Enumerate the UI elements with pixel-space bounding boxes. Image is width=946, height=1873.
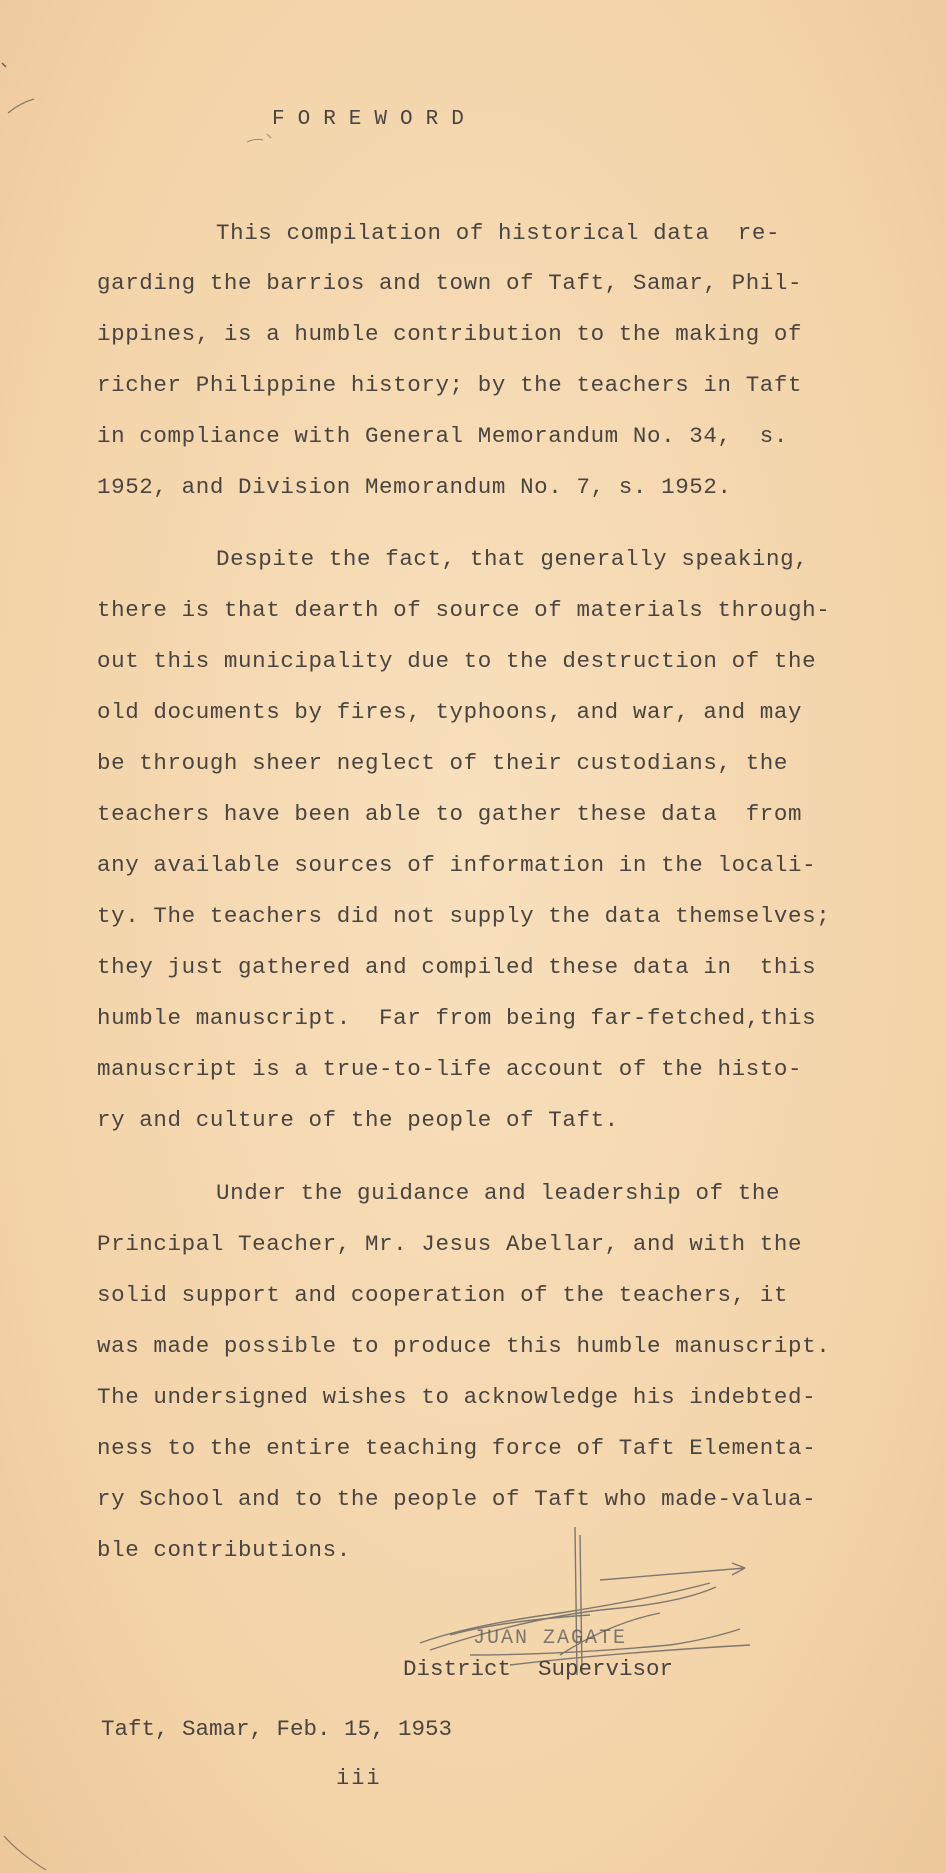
date-line: Taft, Samar, Feb. 15, 1953 — [101, 1716, 453, 1742]
body-line: teachers have been able to gather these data from — [97, 801, 803, 827]
body-line: ippines, is a humble contribution to the making of — [97, 321, 803, 347]
body-line: The undersigned wishes to acknowledge his indebted- — [97, 1384, 817, 1410]
body-line: Principal Teacher, Mr. Jesus Abellar, and with the — [97, 1231, 803, 1257]
body-line: humble manuscript. Far from being far-fetched,this — [97, 1005, 817, 1031]
body-line: any available sources of information in the locali- — [97, 852, 817, 878]
body-line: old documents by fires, typhoons, and war, and may — [97, 699, 803, 725]
signatory-name: JUAN ZAGATE — [473, 1627, 628, 1650]
body-line: This compilation of historical data re- — [216, 220, 781, 246]
body-line: Under the guidance and leadership of the — [216, 1180, 781, 1206]
body-line: ry and culture of the people of Taft. — [97, 1107, 619, 1133]
body-line: was made possible to produce this humble manuscript. — [97, 1333, 831, 1359]
page-number: iii — [336, 1766, 382, 1791]
body-line: ness to the entire teaching force of Taft Elementa- — [97, 1435, 817, 1461]
body-line: ry School and to the people of Taft who made-valua- — [97, 1486, 817, 1512]
signatory-title: District Supervisor — [403, 1656, 674, 1682]
body-line: garding the barrios and town of Taft, Samar, Phil- — [97, 270, 803, 296]
pencil-tick-mark — [245, 128, 285, 148]
body-line: Despite the fact, that generally speaking, — [216, 546, 809, 572]
bottom-corner-mark — [0, 1830, 60, 1873]
body-line: they just gathered and compiled these data in this — [97, 954, 817, 980]
body-line: manuscript is a true-to-life account of the histo- — [97, 1056, 803, 1082]
body-line: 1952, and Division Memorandum No. 7, s. 1952. — [97, 474, 732, 500]
page-title: FOREWORD — [272, 108, 477, 131]
body-line: richer Philippine history; by the teachers in Taft — [97, 372, 803, 398]
body-line: there is that dearth of source of materials through- — [97, 597, 831, 623]
body-line: in compliance with General Memorandum No. 34, s. — [97, 423, 789, 449]
body-line: ble contributions. — [97, 1537, 351, 1563]
body-line: be through sheer neglect of their custodians, the — [97, 750, 789, 776]
body-line: solid support and cooperation of the teachers, it — [97, 1282, 789, 1308]
signature-scribble — [410, 1525, 770, 1675]
body-line: ty. The teachers did not supply the data themselves; — [97, 903, 831, 929]
body-line: out this municipality due to the destruction of the — [97, 648, 817, 674]
corner-scribble-mark — [0, 55, 40, 125]
